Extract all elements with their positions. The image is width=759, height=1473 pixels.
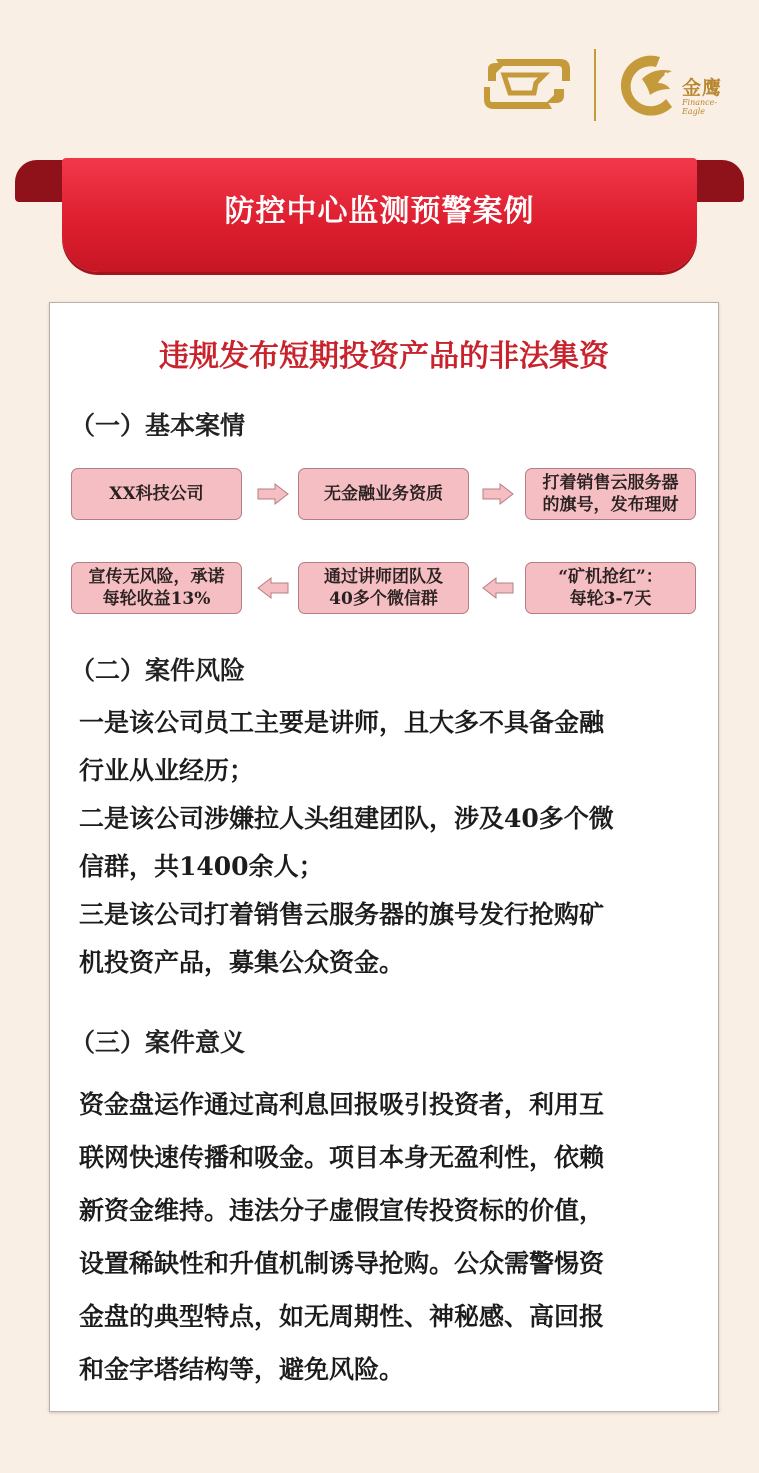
card-title: 违规发布短期投资产品的非法集资 [159,339,609,374]
significance-line: 金盘的典型特点，如无周期性、神秘感、高回报 [79,1302,605,1331]
flow-box-text: 无金融业务资质 [324,484,443,504]
flow-box-line: 每轮收益13% [102,589,211,609]
arrow-left-icon [482,577,514,599]
flow-box-line: 每轮3-7天 [569,589,652,609]
flow-box-text: XX科技公司 [109,484,204,504]
risk-line: 三是该公司打着销售云服务器的旗号发行抢购矿 [79,900,605,929]
section-heading-basic: （一）基本案情 [70,411,246,440]
flow-box-line: 宣传无风险，承诺 [88,567,225,587]
brand-name-en: Finance-Eagle [682,98,718,116]
significance-line: 资金盘运作通过高利息回报吸引投资者，利用互 [79,1090,605,1119]
flow-box-line: “矿机抢红”： [558,567,663,587]
flow-box-line: 通过讲师团队及 [324,567,443,587]
risk-line: 行业从业经历； [79,756,255,785]
arrow-right-icon [482,483,514,505]
flow-box-line: 的旗号，发布理财 [542,495,679,515]
significance-line: 新资金维持。违法分子虚假宣传投资标的价值， [79,1196,605,1225]
eagle-logo-icon [620,49,682,121]
risk-line: 信群，共1400余人； [79,852,324,881]
flow-box-no-license [298,468,469,520]
flow-box-cloud-server [525,468,696,520]
risk-line: 二是该公司涉嫌拉人头组建团队，涉及40多个微 [79,804,614,833]
significance-line: 联网快速传播和吸金。项目本身无盈利性，依赖 [79,1143,605,1172]
risk-paragraph [79,699,699,987]
flow-box-company [71,468,242,520]
flow-box-no-risk-promise [71,562,242,614]
coin-logo-icon [474,53,574,115]
significance-line: 设置稀缺性和升值机制诱导抢购。公众需警惕资 [79,1249,605,1278]
banner-title: 防控中心监测预警案例 [224,194,535,229]
logo-divider [594,49,596,121]
arrow-right-icon [257,483,289,505]
section-heading-significance: （三）案件意义 [70,1028,246,1057]
flow-box-line: 打着销售云服务器 [542,473,679,493]
brand-logo [470,45,740,125]
significance-line: 和金字塔结构等，避免风险。 [79,1355,405,1384]
arrow-left-icon [257,577,289,599]
flow-box-mining-machine [525,562,696,614]
content-card [49,302,719,1412]
significance-paragraph [79,1078,699,1396]
risk-line: 一是该公司员工主要是讲师，且大多不具备金融 [79,708,605,737]
flow-box-wechat-groups [298,562,469,614]
risk-line: 机投资产品，募集公众资金。 [79,948,405,977]
section-heading-risk: （二）案件风险 [70,656,246,685]
brand-name-cn: 金鹰 [682,77,723,99]
flow-box-line: 40多个微信群 [329,589,438,609]
